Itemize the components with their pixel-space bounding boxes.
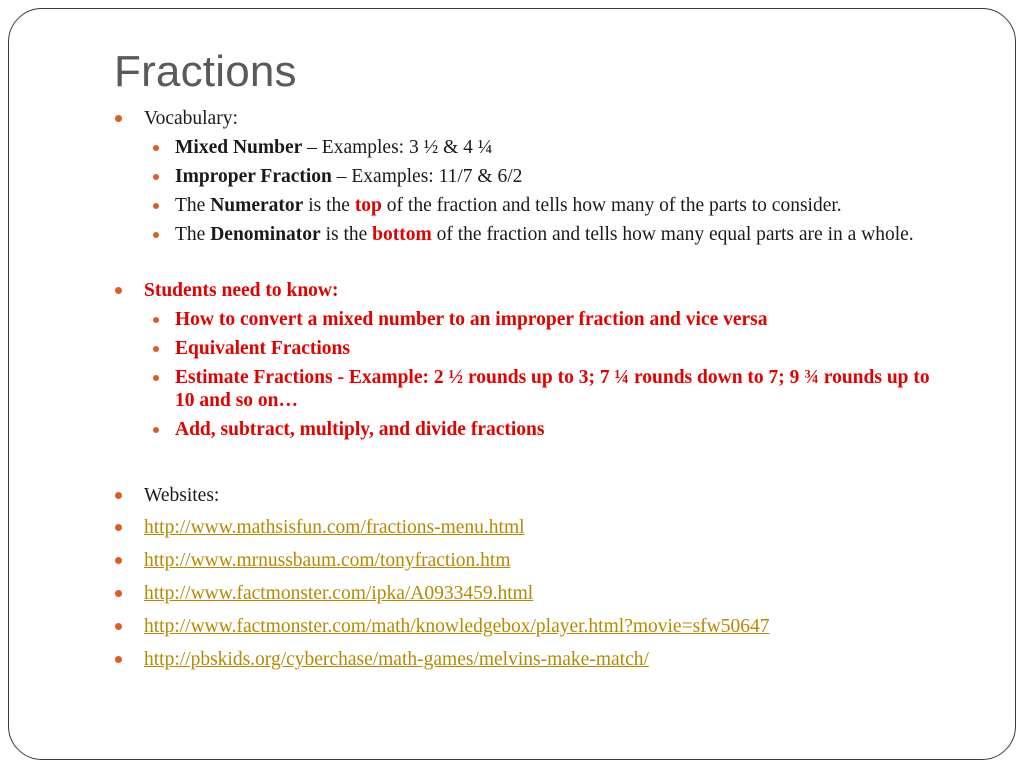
vocab-text: of the fraction and tells how many equal parts are in a whole.: [431, 224, 914, 245]
vocab-term: Numerator: [210, 195, 304, 216]
vocab-text: The: [175, 195, 211, 216]
vocab-text: The: [175, 224, 211, 245]
website-link[interactable]: http://pbskids.org/cyberchase/math-games/melvins-make-match/: [144, 649, 649, 670]
vocab-text: is the: [320, 224, 373, 245]
students-item: Add, subtract, multiply, and divide fractions: [175, 418, 975, 441]
vocab-text: – Examples: 3 ½ & 4 ¼: [302, 137, 493, 158]
vocab-term: Denominator: [210, 224, 321, 245]
website-item: [144, 549, 964, 572]
website-link[interactable]: http://www.factmonster.com/ipka/A0933459.html: [144, 583, 534, 604]
vocab-term: Mixed Number: [175, 137, 303, 158]
vocab-highlight: bottom: [372, 224, 432, 245]
website-link[interactable]: http://www.mrnussbaum.com/tonyfraction.htm: [144, 550, 511, 571]
vocab-term: Improper Fraction: [175, 166, 332, 187]
students-item: Estimate Fractions - Example: 2 ½ rounds up to 3; 7 ¼ rounds down to 7; 9 ¾ rounds up to 10 and so on…: [175, 366, 945, 412]
vocab-highlight: top: [354, 195, 382, 216]
students-item: Equivalent Fractions: [175, 337, 975, 360]
website-item: [144, 582, 964, 605]
slide-title: Fractions: [114, 47, 297, 96]
vocab-text: of the fraction and tells how many of the parts to consider.: [381, 195, 842, 216]
vocab-text: is the: [303, 195, 355, 216]
website-link[interactable]: http://www.mathsisfun.com/fractions-menu.html: [144, 517, 525, 538]
vocabulary-heading: Vocabulary:: [144, 107, 964, 130]
vocab-item-improper-fraction: [175, 165, 975, 188]
website-item: [144, 615, 964, 638]
vocab-item-numerator: [175, 194, 975, 217]
website-item: [144, 648, 964, 671]
vocab-item-mixed-number: [175, 136, 975, 159]
vocab-text: – Examples: 11/7 & 6/2: [331, 166, 523, 187]
students-heading: Students need to know:: [144, 279, 964, 302]
website-link[interactable]: http://www.factmonster.com/math/knowledgebox/player.html?movie=sfw50647: [144, 616, 770, 637]
students-item: How to convert a mixed number to an improper fraction and vice versa: [175, 308, 975, 331]
websites-heading: Websites:: [144, 484, 964, 507]
vocab-item-denominator: [175, 223, 965, 246]
website-item: [144, 516, 964, 539]
